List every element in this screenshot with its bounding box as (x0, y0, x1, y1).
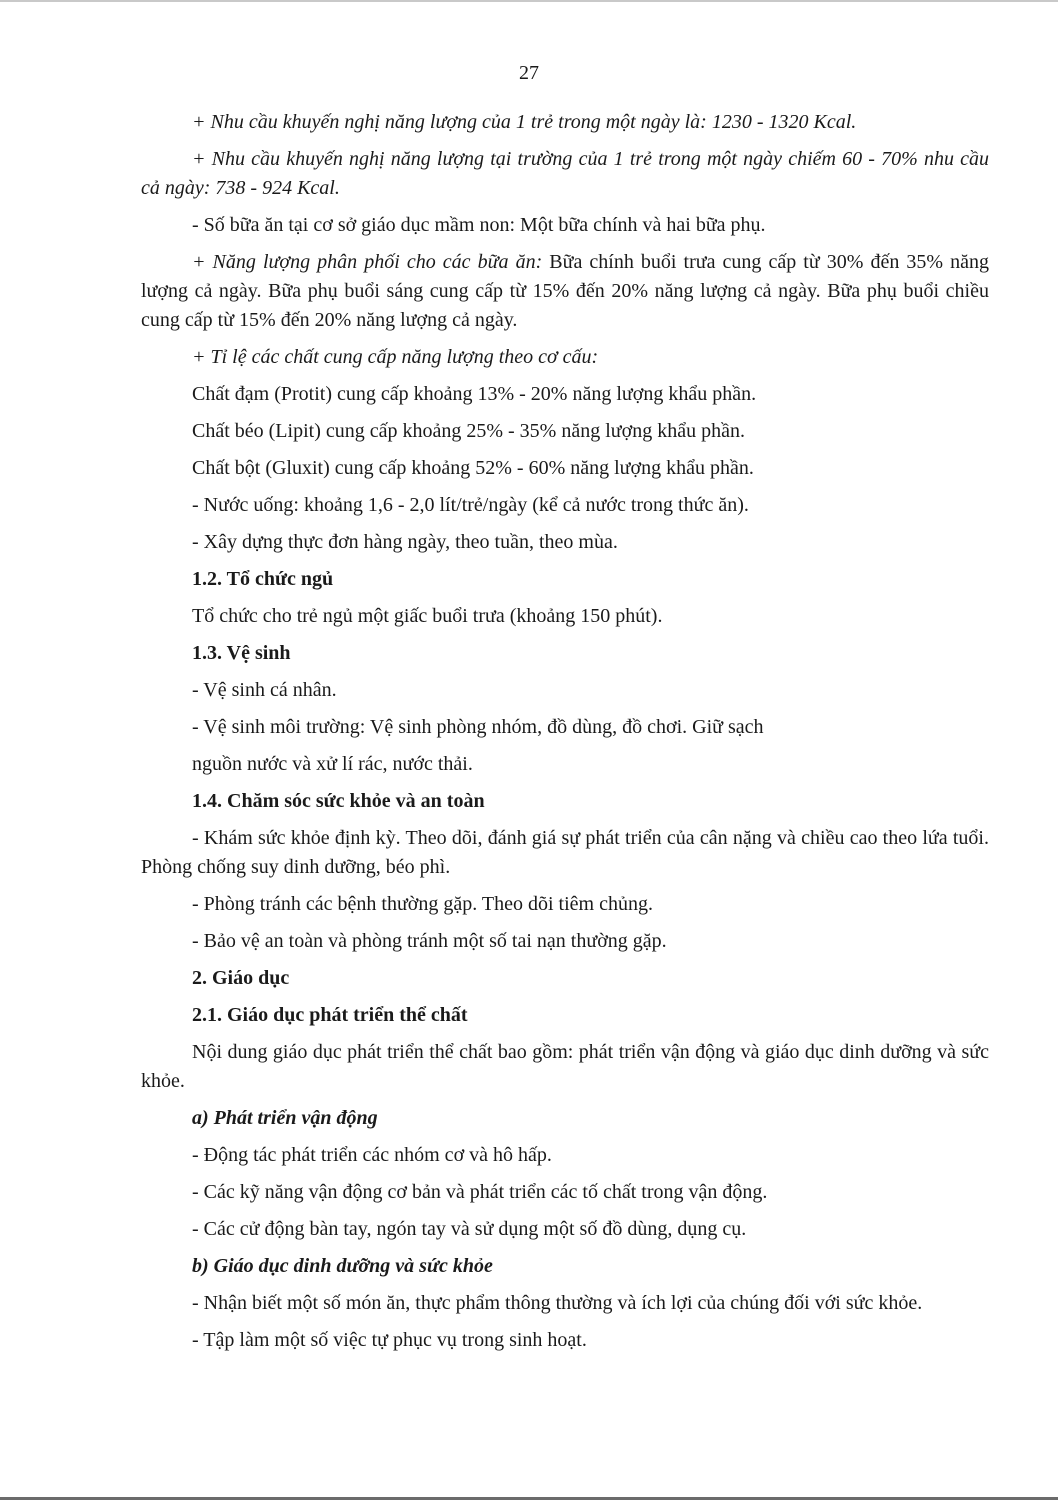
paragraph-self-service: - Tập làm một số việc tự phục vụ trong sinh hoạt. (192, 1329, 587, 1351)
paragraph-water: - Nước uống: khoảng 1,6 - 2,0 lít/trẻ/ngày (kể cả nước trong thức ăn). (192, 494, 749, 516)
document-body (141, 108, 989, 1363)
paragraph-lipid: Chất béo (Lipit) cung cấp khoảng 25% - 35% năng lượng khẩu phần. (192, 420, 745, 442)
paragraph-energy-need-day: + Nhu cầu khuyến nghị năng lượng của 1 trẻ trong một ngày là: 1230 - 1320 Kcal. (192, 111, 857, 133)
heading-1-4: 1.4. Chăm sóc sức khỏe và an toàn (192, 790, 485, 812)
paragraph-motor-skills: - Các kỹ năng vận động cơ bản và phát triển các tố chất trong vận động. (192, 1181, 768, 1203)
paragraph-physical-education: Nội dung giáo dục phát triển thể chất bao gồm: phát triển vận động và giáo dục dinh dưỡng và sức khỏe. (141, 1041, 989, 1092)
paragraph-protein: Chất đạm (Protit) cung cấp khoảng 13% - 20% năng lượng khẩu phần. (192, 383, 757, 405)
paragraph-muscle-exercise: - Động tác phát triển các nhóm cơ và hô hấp. (192, 1144, 552, 1166)
heading-2-1: 2.1. Giáo dục phát triển thể chất (192, 1004, 468, 1026)
energy-distribution-lead: + Năng lượng phân phối cho các bữa ăn: (192, 251, 543, 273)
paragraph-energy-need-school: + Nhu cầu khuyến nghị năng lượng tại trường của 1 trẻ trong một ngày chiếm 60 - 70% nhu cầu cả ngày: 738 - 924 Kcal. (141, 148, 989, 199)
paragraph-disease-prevention: - Phòng tránh các bệnh thường gặp. Theo dõi tiêm chủng. (192, 893, 653, 915)
paragraph-meal-count: - Số bữa ăn tại cơ sở giáo dục mầm non: Một bữa chính và hai bữa phụ. (192, 214, 766, 236)
paragraph-nutrient-ratio-lead: + Tỉ lệ các chất cung cấp năng lượng theo cơ cấu: (192, 346, 599, 368)
paragraph-safety: - Bảo vệ an toàn và phòng tránh một số tai nạn thường gặp. (192, 930, 667, 952)
paragraph-health-check: - Khám sức khỏe định kỳ. Theo dõi, đánh giá sự phát triển của cân nặng và chiều cao theo lứa tuổi. Phòng chống suy dinh dưỡng, béo phì. (141, 827, 989, 878)
energy-distribution-text: Bữa chính buổi trưa cung cấp từ 30% đến 35% năng lượng cả ngày. Bữa phụ buổi sáng cung cấp từ 15% đến 20% năng lượng cả ngày. Bữa phụ buổi chiều cung cấp từ 15% đến 20% năng lượng cả ngày. (141, 251, 989, 331)
paragraph-menu: - Xây dựng thực đơn hàng ngày, theo tuần, theo mùa. (192, 531, 618, 553)
heading-1-2: 1.2. Tổ chức ngủ (192, 568, 334, 590)
scan-top-edge (0, 0, 1058, 2)
paragraph-energy-distribution (141, 248, 989, 335)
heading-1-3: 1.3. Vệ sinh (192, 642, 291, 664)
paragraph-sleep: Tổ chức cho trẻ ngủ một giấc buổi trưa (khoảng 150 phút). (192, 605, 663, 627)
paragraph-environment-hygiene-cont: nguồn nước và xử lí rác, nước thải. (192, 753, 473, 775)
heading-a: a) Phát triển vận động (192, 1107, 378, 1129)
heading-b: b) Giáo dục dinh dưỡng và sức khỏe (192, 1255, 493, 1277)
paragraph-personal-hygiene: - Vệ sinh cá nhân. (192, 679, 337, 701)
paragraph-hand-movements: - Các cử động bàn tay, ngón tay và sử dụng một số đồ dùng, dụng cụ. (192, 1218, 747, 1240)
paragraph-glucid: Chất bột (Gluxit) cung cấp khoảng 52% - 60% năng lượng khẩu phần. (192, 457, 754, 479)
paragraph-food-recognition: - Nhận biết một số món ăn, thực phẩm thông thường và ích lợi của chúng đối với sức khỏe. (192, 1292, 923, 1314)
heading-2: 2. Giáo dục (192, 967, 290, 989)
page-number: 27 (519, 62, 539, 84)
paragraph-environment-hygiene: - Vệ sinh môi trường: Vệ sinh phòng nhóm, đồ dùng, đồ chơi. Giữ sạch (192, 716, 764, 738)
